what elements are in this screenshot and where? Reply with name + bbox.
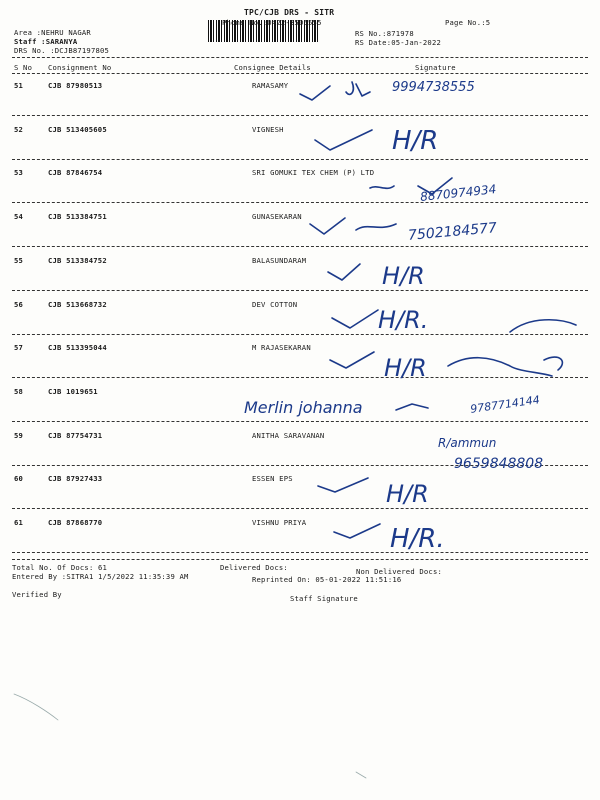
column-header-sno: S No	[14, 63, 33, 72]
reprinted-on: Reprinted On: 05-01-2022 11:51:16	[252, 575, 402, 584]
row-consignment-number: CJB 513668732	[48, 299, 107, 309]
row-sno: 60	[14, 474, 24, 484]
row-consignment-number: CJB 87868770	[48, 518, 103, 527]
signature-r53-phone: 8870974934	[419, 182, 497, 204]
signature-r60-mark: H/R	[386, 480, 429, 508]
signature-r59-name: R/ammun	[438, 436, 497, 450]
total-docs: Total No. Of Docs: 61	[12, 563, 108, 572]
row-consignment-number: CJB 87754731	[48, 430, 103, 440]
staff-label: Staff :SARANYA	[14, 37, 78, 46]
row-consignment-number: CJB 513395044	[48, 343, 107, 353]
entered-by: Entered By :SITRA1 1/5/2022 11:35:39 AM	[12, 572, 189, 581]
row-consignee-name: ESSEN EPS	[252, 474, 293, 484]
row-consignee-name: M RAJASEKARAN	[252, 343, 311, 353]
staff-signature-label: Staff Signature	[290, 594, 358, 603]
non-delivered-docs: Non Delivered Docs:	[356, 567, 443, 576]
row-consignment-number: CJB 87846754	[48, 168, 103, 178]
row-sno: 52	[14, 124, 24, 134]
verified-by: Verified By	[12, 590, 62, 599]
rs-date: RS Date:05-Jan-2022	[355, 38, 442, 47]
row-sno: 59	[14, 430, 24, 440]
document-title: TPC/CJB DRS - SITR	[244, 8, 335, 17]
rs-number: RS No.:871978	[355, 29, 414, 38]
signature-r51-phone: 9994738555	[392, 80, 475, 95]
row-consignee-name: RAMASAMY	[252, 81, 289, 90]
area-label: Area :NEHRU NAGAR	[14, 28, 91, 37]
row-sno: 57	[14, 343, 24, 353]
column-header-consignment: Consignment No	[48, 63, 112, 72]
row-consignee-name: BALASUNDARAM	[252, 255, 307, 265]
row-consignee-name: DEV COTTON	[252, 299, 298, 309]
row-consignee-name: VISHNU PRIYA	[252, 518, 307, 527]
row-consignee-name: VIGNESH	[252, 124, 284, 134]
signature-r58-phone: 9787714144	[469, 393, 541, 416]
phone-number: Phone No.:0422-3505555	[222, 18, 322, 27]
signature-r54-phone: 7502184577	[407, 220, 498, 244]
row-consignee-name: ANITHA SARAVANAN	[252, 430, 325, 440]
row-consignment-number: CJB 87980513	[48, 81, 103, 90]
column-header-consignee: Consignee Details	[234, 63, 311, 72]
row-consignee-name: SRI GOMUKI TEX CHEM (P) LTD	[252, 168, 375, 178]
page-number: Page No.:5	[445, 18, 491, 27]
signature-r58-name: Merlin johanna	[244, 398, 363, 417]
row-consignment-number: CJB 1019651	[48, 386, 98, 396]
row-consignee-name: GUNASEKARAN	[252, 212, 302, 222]
row-sno: 51	[14, 81, 24, 90]
row-consignment-number: CJB 513384751	[48, 212, 107, 222]
row-sno: 53	[14, 168, 24, 178]
row-sno: 55	[14, 255, 24, 265]
row-consignment-number: CJB 513405605	[48, 124, 107, 134]
signature-r52-mark: H/R	[392, 126, 439, 156]
row-sno: 56	[14, 299, 24, 309]
signature-r56-mark: H/R.	[378, 306, 429, 334]
drs-number: DRS No. :DCJB87197805	[14, 46, 110, 55]
signature-r57-mark: H/R	[384, 354, 427, 382]
signature-r61-mark: H/R.	[390, 524, 445, 554]
column-header-signature: Signature	[415, 63, 456, 72]
delivered-docs: Delivered Docs:	[220, 563, 288, 572]
row-sno: 54	[14, 212, 24, 222]
row-sno: 61	[14, 518, 24, 527]
signature-r59-phone: 9659848808	[454, 456, 544, 472]
row-consignment-number: CJB 513384752	[48, 255, 107, 265]
row-consignment-number: CJB 87927433	[48, 474, 103, 484]
row-sno: 58	[14, 386, 24, 396]
signature-r55-mark: H/R	[382, 262, 425, 290]
